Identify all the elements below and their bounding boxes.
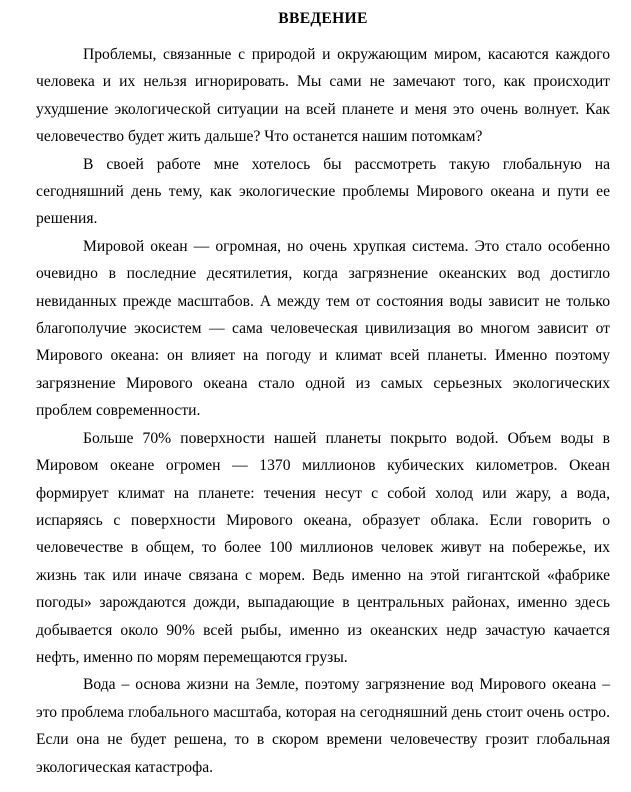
page-title: ВВЕДЕНИЕ [278,10,368,27]
paragraph-4: Больше 70% поверхности нашей планеты покрыто водой. Объем воды в Мировом океане огромен — 1370 миллионов кубических километров. Океан формирует климат на планете: течения несут с собой холод или жару, а вода, испаряясь с поверхности Мирового океана, образует облака. Если говорить о человечестве в общем, то более 100 миллионов человек живут на побережье, их жизнь так или иначе связана с морем. Ведь именно на этой гигантской «фабрике погоды» зарождаются дожди, выпадающие в центральных районах, именно здесь добывается около 90% всей рыбы, именно из океанских недр зачастую качается нефть, именно по морям перемещаются грузы. [36,429,610,666]
paragraph-2: В своей работе мне хотелось бы рассмотреть такую глобальную на сегодняшний день тему, как экологические проблемы Мирового океана и пути ее решения. [36,155,610,228]
paragraph-1: Проблемы, связанные с природой и окружающим миром, касаются каждого человека и их нельзя игнорировать. Мы сами не замечают того, как происходит ухудшение экологической ситуации на всей планете и меня это очень волнует. Как человечество будет жить дальше? Что останется нашим потомкам? [36,46,610,146]
paragraph-5: Вода – основа жизни на Земле, поэтому загрязнение вод Мирового океана – это проблема глобального масштаба, которая на сегодняшний день стоит очень остро. Если она не будет решена, то в скором времени человечеству грозит глобальная экологическая катастрофа. [36,676,610,776]
paragraph-3: Мировой океан — огромная, но очень хрупкая система. Это стало особенно очевидно в последние десятилетия, когда загрязнение океанских вод достигло невиданных прежде масштабов. А между тем от состояния воды зависит не только благополучие экосистем — сама человеческая цивилизация во многом зависит от Мирового океана: он влияет на погоду и климат всей планеты. Именно поэтому загрязнение Мирового океана стало одной из самых серьезных экологических проблем современности. [36,237,610,420]
